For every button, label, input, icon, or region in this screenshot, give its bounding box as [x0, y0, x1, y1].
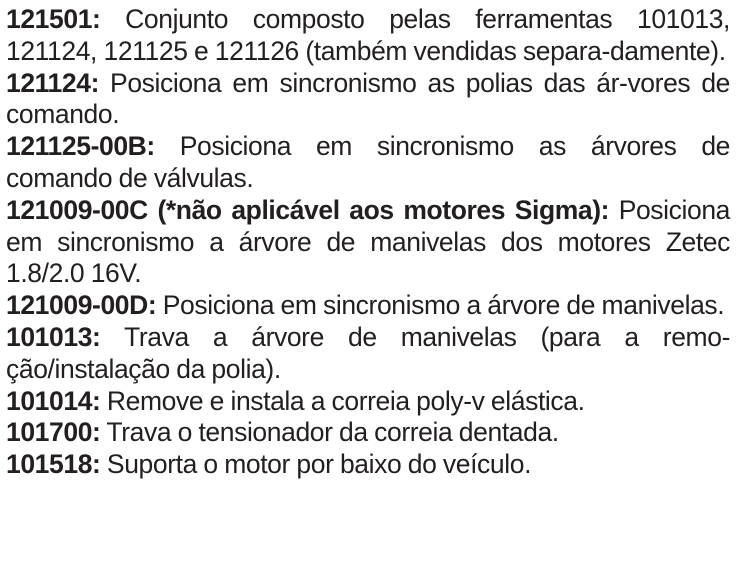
- tool-entry-121124: [6, 68, 730, 132]
- tool-entry-121501: [6, 4, 730, 68]
- tool-code: 121125-00B:: [6, 131, 155, 162]
- tool-description: Posiciona em sincronismo as polias das ár-vores de comando.: [6, 67, 730, 130]
- tool-entry-101013: [6, 322, 730, 386]
- tool-code: 121009-00C (*não aplicável aos motores Sigma):: [6, 194, 610, 225]
- tool-description: Trava o tensionador da correia dentada.: [100, 417, 559, 448]
- tool-description: Trava a árvore de manivelas (para a remo-ção/instalação da polia).: [6, 321, 730, 384]
- tool-description: Posiciona em sincronismo a árvore de manivelas dos motores Zetec 1.8/2.0 16V.: [6, 194, 730, 289]
- tool-entry-121009-00c: [6, 195, 730, 290]
- tool-code: 101014:: [6, 385, 101, 416]
- tool-entry-121125-00b: [6, 131, 730, 195]
- tool-code: 121124:: [6, 67, 99, 98]
- tool-entry-101518: [6, 449, 730, 481]
- tool-entry-121009-00d: [6, 290, 730, 322]
- tool-description: Remove e instala a correia poly-v elástica.: [100, 385, 585, 416]
- tool-description: Conjunto composto pelas ferramentas 101013, 121124, 121125 e 121126 (também vendidas separa-damente).: [6, 4, 730, 66]
- tool-code: 121009-00D:: [6, 290, 157, 321]
- tool-description: Suporta o motor por baixo do veículo.: [100, 449, 532, 480]
- tool-code: 101700:: [6, 417, 101, 448]
- tool-code: 101518:: [6, 449, 101, 480]
- tool-entry-101700: [6, 417, 730, 449]
- tool-entry-101014: [6, 386, 730, 418]
- tool-description: Posiciona em sincronismo a árvore de manivelas.: [156, 290, 725, 321]
- tool-code: 121501:: [6, 4, 101, 34]
- tool-description: Posiciona em sincronismo as árvores de comando de válvulas.: [6, 131, 730, 193]
- tool-code: 101013:: [6, 321, 101, 352]
